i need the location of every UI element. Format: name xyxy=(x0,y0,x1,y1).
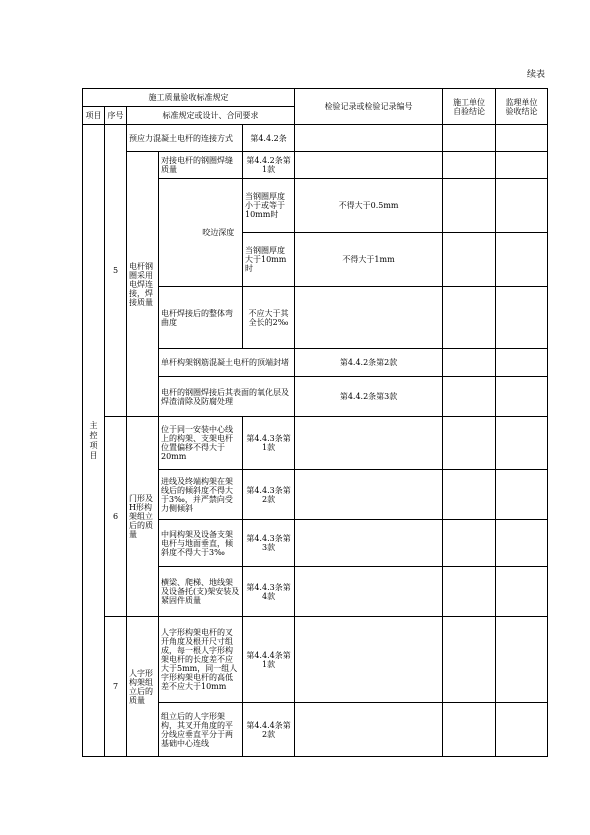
supervisor-title: 监理单位 验收结论 xyxy=(496,89,548,125)
group-name: 门形及H形构架组立后的质量 xyxy=(127,417,159,617)
quality-acceptance-table xyxy=(82,88,548,757)
row-text: 人字形构架电杆的叉开角度及根开尺寸组成，每一根人字形构架电杆的长度差不应大于5mm，同一组人字形构架电杆的高低差不应大于10mm xyxy=(159,617,243,703)
record-cell[interactable] xyxy=(443,377,496,417)
header-row-1 xyxy=(83,89,548,107)
record-cell[interactable] xyxy=(295,703,443,757)
row-text: 位于同一安装中心线上的构架、支架电杆位置偏移不得大于20mm xyxy=(159,417,243,470)
record-cell[interactable] xyxy=(295,417,443,470)
group-name: 电杆钢圈采用电焊连接，焊接质量 xyxy=(127,152,159,417)
supervisor-cell[interactable] xyxy=(496,703,548,757)
record-cell[interactable] xyxy=(295,567,443,617)
record-cell[interactable] xyxy=(295,470,443,520)
row-text: 当钢圈厚度小于或等于10mm时 xyxy=(243,179,295,233)
row-clause: 第4.4.3条第1款 xyxy=(243,417,295,470)
row-clause: 第4.4.2条第2款 xyxy=(295,349,443,377)
group-no: 7 xyxy=(105,617,127,757)
row-clause: 不得大于1mm xyxy=(295,233,443,287)
constructor-cell[interactable] xyxy=(443,520,496,567)
constructor-title: 施工单位 自验结论 xyxy=(443,89,496,125)
row-text: 中间构架及设备支架电杆与地面垂直，倾斜度不得大于3‰ xyxy=(159,520,243,567)
row-spacer xyxy=(159,179,195,287)
row-clause: 不应大于其全长的2‰ xyxy=(243,287,295,349)
constructor-cell[interactable] xyxy=(443,470,496,520)
record-cell[interactable] xyxy=(295,617,443,703)
row-clause: 第4.4.4条第2款 xyxy=(243,703,295,757)
constructor-cell[interactable] xyxy=(443,417,496,470)
section-label: 主控项目 xyxy=(83,125,105,757)
record-title: 检验记录或检验记录编号 xyxy=(295,89,443,125)
record-tick-cell[interactable] xyxy=(443,179,496,233)
row-text: 单杆构架钢筋混凝土电杆的顶端封堵 xyxy=(159,349,295,377)
row-text: 预应力混凝土电杆的连接方式 xyxy=(127,125,243,152)
standard-title: 施工质量验收标准规定 xyxy=(83,89,295,107)
record-cell[interactable] xyxy=(295,287,443,349)
group-no: 5 xyxy=(105,125,127,417)
supervisor-cell[interactable] xyxy=(496,470,548,520)
constructor-cell[interactable] xyxy=(496,179,548,233)
supervisor-cell[interactable] xyxy=(496,287,548,349)
table-row xyxy=(83,152,548,179)
constructor-cell[interactable] xyxy=(443,567,496,617)
row-clause: 第4.4.2条 xyxy=(243,125,295,152)
row-clause: 第4.4.3条第2款 xyxy=(243,470,295,520)
constructor-cell[interactable] xyxy=(496,233,548,287)
record-cell[interactable] xyxy=(443,349,496,377)
supervisor-cell[interactable] xyxy=(496,125,548,152)
row-clause: 第4.4.3条第3款 xyxy=(243,520,295,567)
supervisor-cell[interactable] xyxy=(496,417,548,470)
row-text: 电杆的钢圈焊接后其表面的氧化层及焊渣清除及防腐处理 xyxy=(159,377,295,417)
constructor-cell[interactable] xyxy=(443,152,496,179)
no-label: 序号 xyxy=(105,107,127,125)
row-clause: 不得大于0.5mm xyxy=(295,179,443,233)
row-text: 横梁、爬梯、地线架及设备托(支)架安装及紧固件质量 xyxy=(159,567,243,617)
row-text: 组立后的人字形架构，其叉开角度的平分线应垂直平分于两基础中心连线 xyxy=(159,703,243,757)
constructor-cell[interactable] xyxy=(443,125,496,152)
record-cell[interactable] xyxy=(295,125,443,152)
record-cell[interactable] xyxy=(443,233,496,287)
row-text: 当钢圈厚度大于10mm时 xyxy=(243,233,295,287)
group-no: 6 xyxy=(105,417,127,617)
continued-label: 续表 xyxy=(527,70,546,80)
constructor-cell[interactable] xyxy=(443,287,496,349)
group-name: 人字形构架组立后的质量 xyxy=(127,617,159,757)
constructor-cell[interactable] xyxy=(496,349,548,377)
row-text: 电杆焊接后的整体弯曲度 xyxy=(159,287,243,349)
supervisor-cell[interactable] xyxy=(496,520,548,567)
row-clause: 第4.4.2条第3款 xyxy=(295,377,443,417)
table-row xyxy=(83,125,548,152)
constructor-cell[interactable] xyxy=(443,617,496,703)
supervisor-cell[interactable] xyxy=(496,152,548,179)
item-label: 项目 xyxy=(83,107,105,125)
sub-label: 咬边深度 xyxy=(195,179,243,287)
constructor-cell[interactable] xyxy=(443,703,496,757)
table-row xyxy=(83,617,548,703)
requirement-label: 标准规定或设计、合同要求 xyxy=(127,107,295,125)
row-clause: 第4.4.3条第4款 xyxy=(243,567,295,617)
constructor-cell[interactable] xyxy=(496,377,548,417)
table-row xyxy=(83,417,548,470)
record-cell[interactable] xyxy=(295,520,443,567)
row-text: 对接电杆的钢圈焊缝质量 xyxy=(159,152,243,179)
row-clause: 第4.4.2条第1款 xyxy=(243,152,295,179)
row-clause: 第4.4.4条第1款 xyxy=(243,617,295,703)
supervisor-cell[interactable] xyxy=(496,567,548,617)
row-text: 进线及终端构架在架线后的倾斜度不得大于3‰，并严禁向受力侧倾斜 xyxy=(159,470,243,520)
record-cell[interactable] xyxy=(295,152,443,179)
supervisor-cell[interactable] xyxy=(496,617,548,703)
